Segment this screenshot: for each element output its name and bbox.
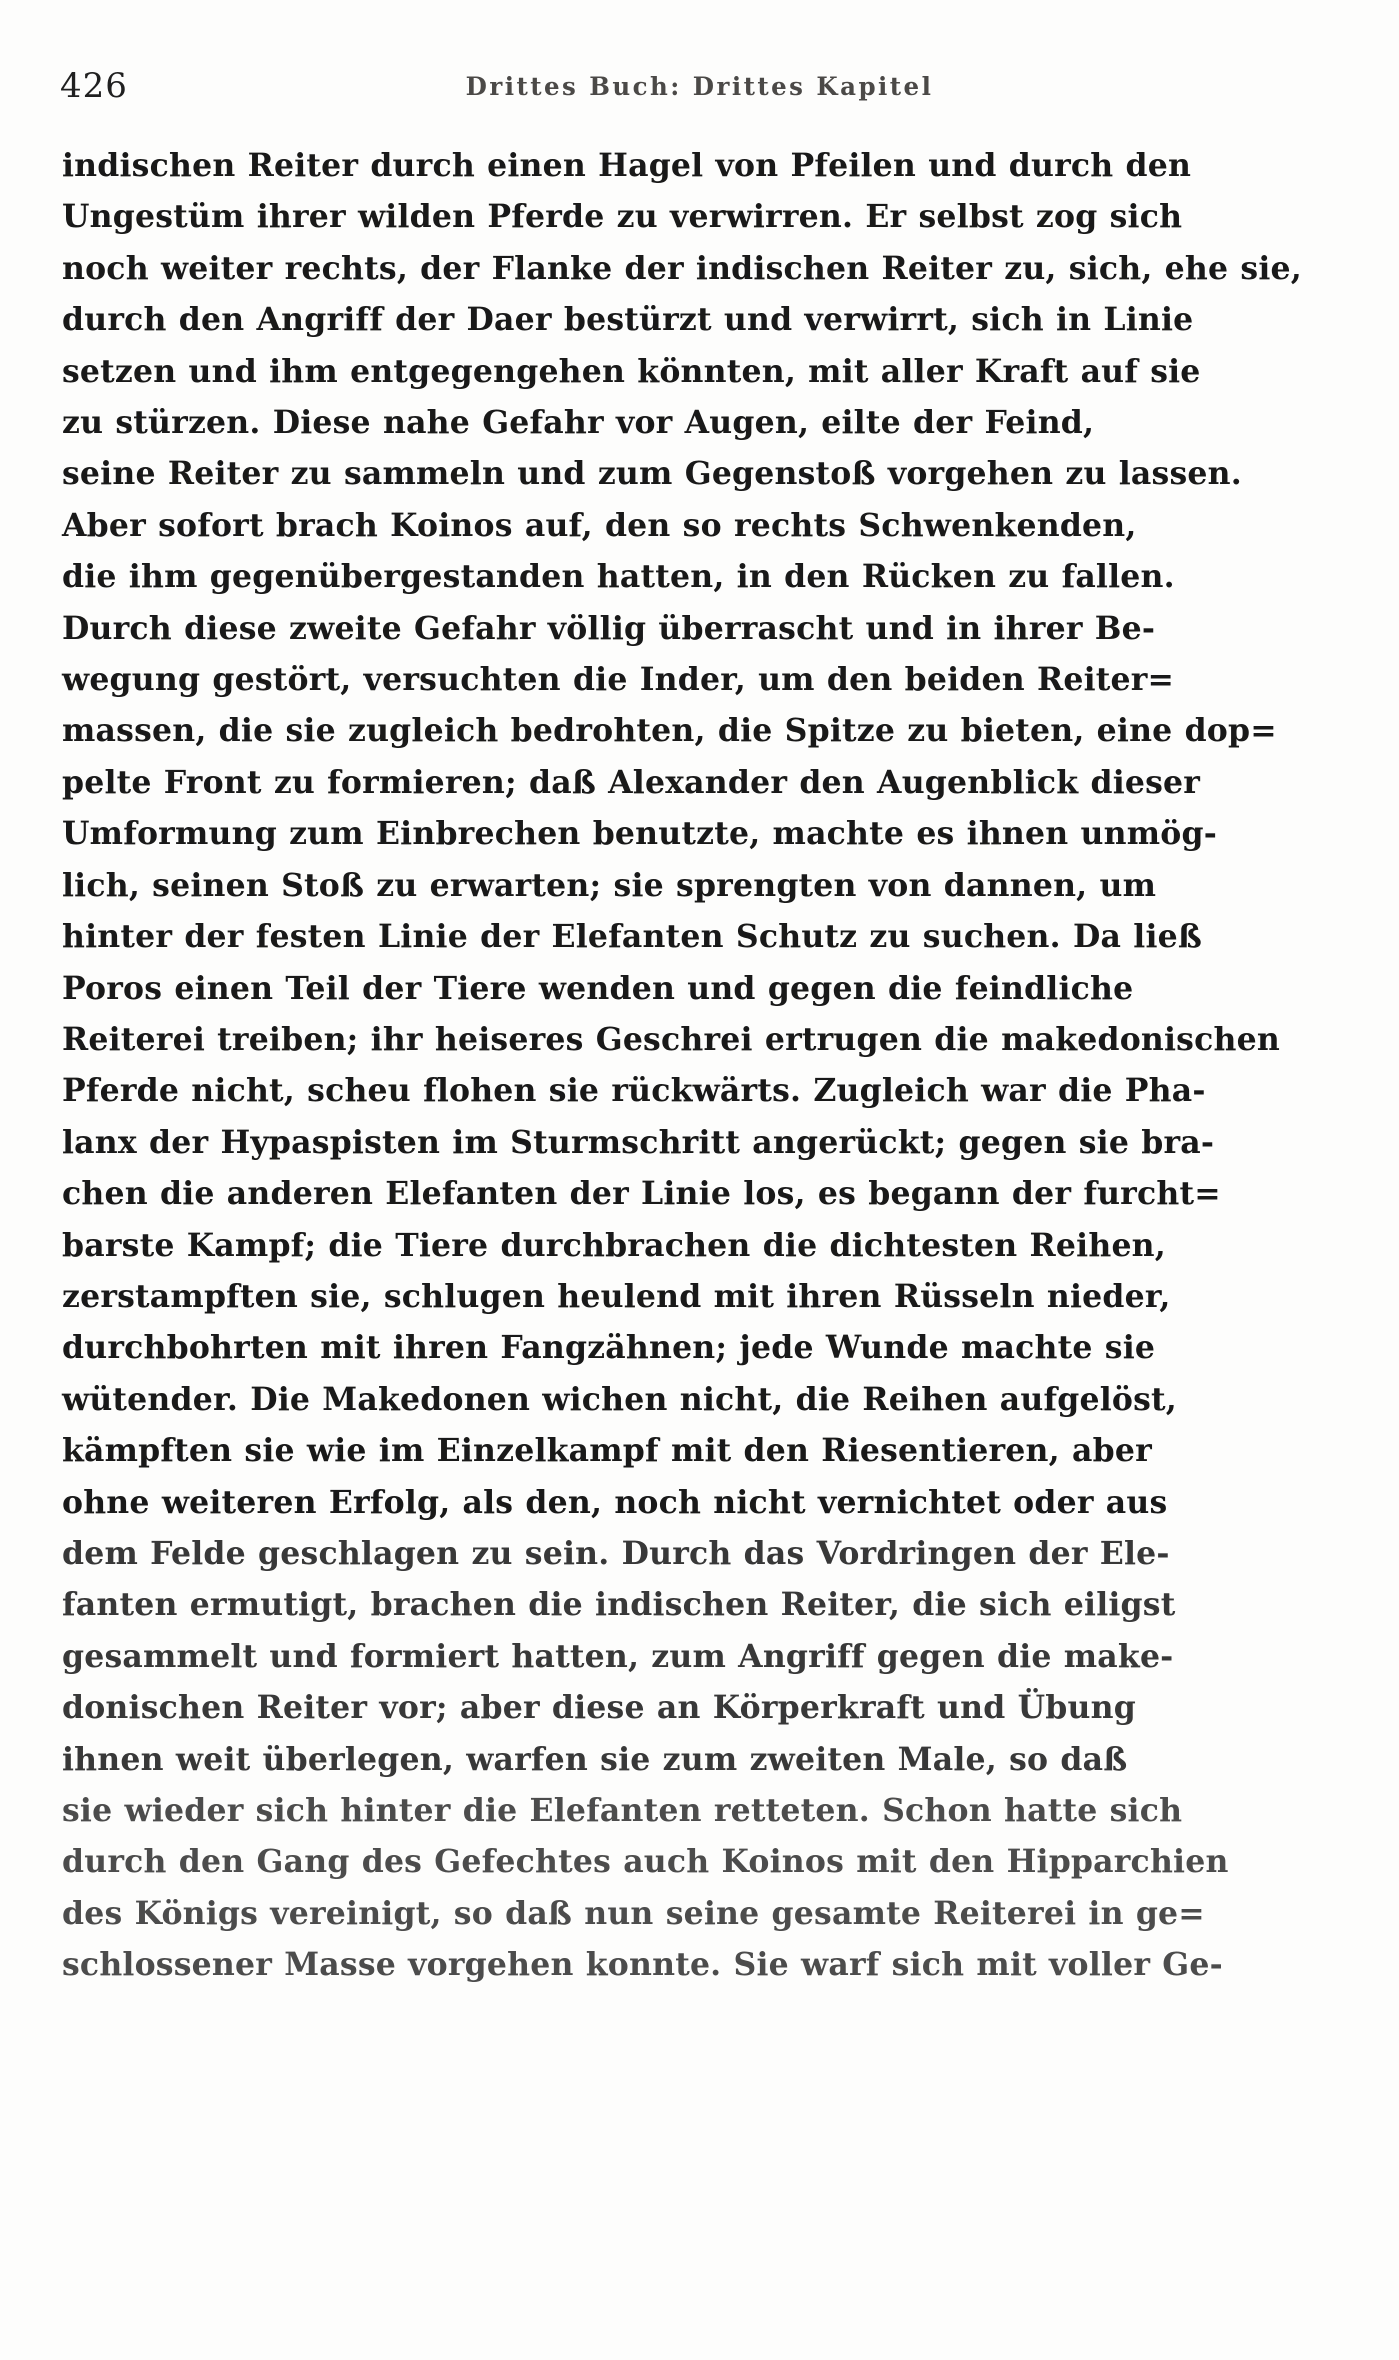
text-line: fanten ermutigt, brachen die indischen Reiter, die sich eiligst — [62, 1586, 1176, 1624]
text-line: Ungestüm ihrer wilden Pferde zu verwirren. Er selbst zog sich — [62, 198, 1183, 236]
text-line: lich, seinen Stoß zu erwarten; sie sprengten von dannen, um — [62, 866, 1157, 904]
text-line: Aber sofort brach Koinos auf, den so rechts Schwenkenden, — [62, 506, 1137, 544]
text-line: indischen Reiter durch einen Hagel von Pfeilen und durch den — [62, 147, 1192, 184]
text-line: massen, die sie zugleich bedrohten, die Spitze zu bieten, eine dop= — [62, 712, 1277, 750]
text-line: setzen und ihm entgegengehen könnten, mit aller Kraft auf sie — [62, 352, 1201, 390]
text-line: des Königs vereinigt, so daß nun seine gesamte Reiterei in ge= — [62, 1894, 1205, 1932]
text-line: donischen Reiter vor; aber diese an Körperkraft und Übung — [62, 1689, 1136, 1727]
text-line: schlossener Masse vorgehen konnte. Sie warf sich mit voller Ge- — [62, 1946, 1223, 1984]
text-line: dem Felde geschlagen zu sein. Durch das Vordringen der Ele- — [62, 1534, 1170, 1572]
text-line: durchbohrten mit ihren Fangzähnen; jede Wunde machte sie — [62, 1329, 1156, 1367]
text-line: die ihm gegenübergestanden hatten, in den Rücken zu fallen. — [62, 558, 1175, 596]
text-line: ohne weiteren Erfolg, als den, noch nicht vernichtet oder aus — [62, 1483, 1168, 1521]
text-line: zu stürzen. Diese nahe Gefahr vor Augen, eilte der Feind, — [62, 404, 1095, 442]
text-line: Pferde nicht, scheu flohen sie rückwärts. Zugleich war die Pha- — [62, 1072, 1206, 1110]
text-line: chen die anderen Elefanten der Linie los, es begann der furcht= — [62, 1175, 1221, 1213]
text-line: sie wieder sich hinter die Elefanten retteten. Schon hatte sich — [62, 1792, 1183, 1829]
text-line: Umformung zum Einbrechen benutzte, machte es ihnen unmög- — [62, 815, 1217, 853]
text-line: ihnen weit überlegen, warfen sie zum zweiten Male, so daß — [62, 1740, 1128, 1778]
text-line: wütender. Die Makedonen wichen nicht, die Reihen aufgelöst, — [62, 1380, 1177, 1418]
text-line: zerstampften sie, schlugen heulend mit ihren Rüsseln nieder, — [62, 1277, 1171, 1315]
page-number: 426 — [60, 66, 128, 106]
text-line: barste Kampf; die Tiere durchbrachen die dichtesten Reihen, — [62, 1226, 1166, 1264]
text-line: wegung gestört, versuchten die Inder, um den beiden Reiter= — [62, 661, 1175, 699]
page-header — [0, 38, 1399, 106]
text-line: durch den Angriff der Daer bestürzt und verwirrt, sich in Linie — [62, 301, 1194, 339]
text-line: kämpften sie wie im Einzelkampf mit den Riesentieren, aber — [62, 1432, 1152, 1470]
text-line: noch weiter rechts, der Flanke der indischen Reiter zu, sich, ehe sie, — [62, 249, 1302, 287]
body-text — [62, 140, 1343, 1991]
text-line: Reiterei treiben; ihr heiseres Geschrei ertrugen die makedonischen — [62, 1020, 1280, 1058]
text-line: seine Reiter zu sammeln und zum Gegenstoß vorgehen zu lassen. — [62, 455, 1242, 493]
text-line: gesammelt und formiert hatten, zum Angriff gegen die make- — [62, 1637, 1174, 1675]
text-line: Poros einen Teil der Tiere wenden und gegen die feindliche — [62, 969, 1134, 1007]
text-line: durch den Gang des Gefechtes auch Koinos mit den Hipparchien — [62, 1843, 1229, 1881]
text-line: hinter der festen Linie der Elefanten Schutz zu suchen. Da ließ — [62, 918, 1202, 956]
text-line: lanx der Hypaspisten im Sturmschritt angerückt; gegen sie bra- — [62, 1123, 1215, 1161]
text-line: pelte Front zu formieren; daß Alexander den Augenblick dieser — [62, 763, 1201, 801]
running-head: Drittes Buch: Drittes Kapitel — [465, 72, 934, 101]
text-line: Durch diese zweite Gefahr völlig überrascht und in ihrer Be- — [62, 609, 1156, 647]
